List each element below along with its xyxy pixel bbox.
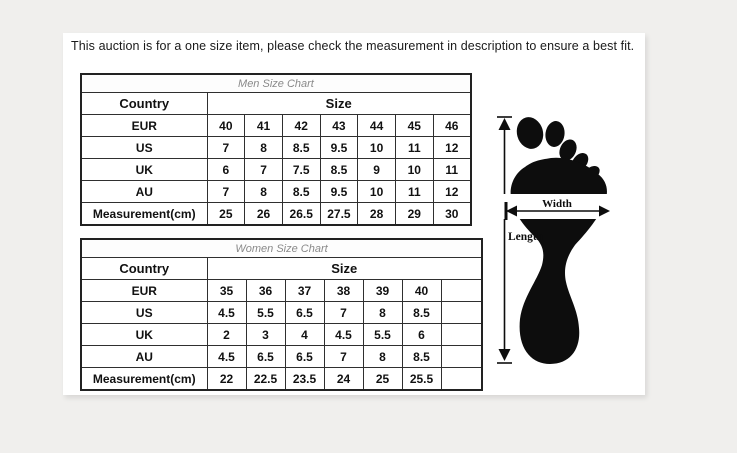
size-value-cell: 40 bbox=[402, 280, 441, 302]
size-value-cell: 29 bbox=[395, 203, 433, 226]
size-value-cell: 44 bbox=[358, 115, 396, 137]
size-value-cell: 7 bbox=[207, 137, 245, 159]
size-value-cell: 23.5 bbox=[285, 368, 324, 391]
size-value-cell: 12 bbox=[433, 181, 471, 203]
size-value-cell: 6.5 bbox=[285, 346, 324, 368]
size-value-cell: 40 bbox=[207, 115, 245, 137]
size-value-cell: 22 bbox=[207, 368, 246, 391]
size-value-cell: 8.5 bbox=[402, 346, 441, 368]
size-value-cell: 36 bbox=[246, 280, 285, 302]
women-chart-title: Women Size Chart bbox=[81, 239, 482, 258]
table-row bbox=[81, 280, 482, 302]
size-value-cell: 10 bbox=[395, 159, 433, 181]
table-row bbox=[81, 203, 471, 226]
table-row bbox=[81, 181, 471, 203]
empty-cell bbox=[441, 368, 482, 391]
table-row bbox=[81, 115, 471, 137]
empty-cell bbox=[441, 280, 482, 302]
table-row bbox=[81, 346, 482, 368]
row-label: EUR bbox=[81, 115, 207, 137]
table-row bbox=[81, 137, 471, 159]
table-row bbox=[81, 368, 482, 391]
size-value-cell: 8 bbox=[363, 302, 402, 324]
big-toe bbox=[513, 114, 546, 152]
row-label: Measurement(cm) bbox=[81, 368, 207, 391]
row-label: AU bbox=[81, 181, 207, 203]
size-value-cell: 10 bbox=[358, 181, 396, 203]
size-value-cell: 2 bbox=[207, 324, 246, 346]
size-value-cell: 6 bbox=[207, 159, 245, 181]
table-row bbox=[81, 324, 482, 346]
auction-notice-text: This auction is for a one size item, please check the measurement in description to ensure a best fit. bbox=[71, 39, 635, 53]
size-value-cell: 28 bbox=[358, 203, 396, 226]
row-label: US bbox=[81, 302, 207, 324]
length-label: Length bbox=[508, 231, 544, 243]
size-value-cell: 8.5 bbox=[320, 159, 358, 181]
men-chart-title: Men Size Chart bbox=[81, 74, 471, 93]
size-value-cell: 25 bbox=[207, 203, 245, 226]
table-row bbox=[81, 302, 482, 324]
table-row bbox=[81, 258, 482, 280]
size-value-cell: 9 bbox=[358, 159, 396, 181]
women-size-chart-table bbox=[80, 238, 483, 391]
size-value-cell: 45 bbox=[395, 115, 433, 137]
size-value-cell: 4.5 bbox=[207, 302, 246, 324]
size-value-cell: 25.5 bbox=[402, 368, 441, 391]
size-value-cell: 6.5 bbox=[246, 346, 285, 368]
size-value-cell: 4 bbox=[285, 324, 324, 346]
size-value-cell: 46 bbox=[433, 115, 471, 137]
size-value-cell: 26 bbox=[245, 203, 283, 226]
size-value-cell: 6.5 bbox=[285, 302, 324, 324]
size-value-cell: 4.5 bbox=[207, 346, 246, 368]
size-value-cell: 5.5 bbox=[363, 324, 402, 346]
size-value-cell: 35 bbox=[207, 280, 246, 302]
size-value-cell: 11 bbox=[433, 159, 471, 181]
size-value-cell: 24 bbox=[324, 368, 363, 391]
size-value-cell: 26.5 bbox=[282, 203, 320, 226]
country-header: Country bbox=[81, 93, 207, 115]
size-value-cell: 42 bbox=[282, 115, 320, 137]
size-value-cell: 37 bbox=[285, 280, 324, 302]
size-chart-panel bbox=[63, 33, 645, 395]
size-header: Size bbox=[207, 93, 471, 115]
table-row bbox=[81, 74, 471, 93]
size-value-cell: 11 bbox=[395, 137, 433, 159]
row-label: UK bbox=[81, 324, 207, 346]
row-label: AU bbox=[81, 346, 207, 368]
row-label: Measurement(cm) bbox=[81, 203, 207, 226]
size-value-cell: 43 bbox=[320, 115, 358, 137]
size-value-cell: 8.5 bbox=[402, 302, 441, 324]
size-header: Size bbox=[207, 258, 482, 280]
size-value-cell: 22.5 bbox=[246, 368, 285, 391]
table-row bbox=[81, 239, 482, 258]
men-size-chart-table bbox=[80, 73, 472, 226]
row-label: UK bbox=[81, 159, 207, 181]
size-value-cell: 8 bbox=[245, 137, 283, 159]
size-value-cell: 12 bbox=[433, 137, 471, 159]
size-value-cell: 7.5 bbox=[282, 159, 320, 181]
size-value-cell: 7 bbox=[324, 346, 363, 368]
empty-cell bbox=[441, 302, 482, 324]
empty-cell bbox=[441, 324, 482, 346]
row-label: EUR bbox=[81, 280, 207, 302]
size-value-cell: 25 bbox=[363, 368, 402, 391]
size-value-cell: 41 bbox=[245, 115, 283, 137]
foot-sole bbox=[511, 158, 607, 364]
size-value-cell: 39 bbox=[363, 280, 402, 302]
width-arrow bbox=[503, 194, 615, 220]
foot-measurement-diagram bbox=[493, 99, 655, 393]
width-label: Width bbox=[542, 198, 572, 210]
size-value-cell: 8.5 bbox=[282, 137, 320, 159]
size-value-cell: 9.5 bbox=[320, 137, 358, 159]
empty-cell bbox=[441, 346, 482, 368]
size-value-cell: 6 bbox=[402, 324, 441, 346]
size-value-cell: 8.5 bbox=[282, 181, 320, 203]
size-value-cell: 3 bbox=[246, 324, 285, 346]
size-value-cell: 38 bbox=[324, 280, 363, 302]
size-value-cell: 8 bbox=[245, 181, 283, 203]
size-value-cell: 7 bbox=[207, 181, 245, 203]
size-value-cell: 5.5 bbox=[246, 302, 285, 324]
row-label: US bbox=[81, 137, 207, 159]
size-value-cell: 27.5 bbox=[320, 203, 358, 226]
size-value-cell: 8 bbox=[363, 346, 402, 368]
size-value-cell: 7 bbox=[245, 159, 283, 181]
size-value-cell: 11 bbox=[395, 181, 433, 203]
table-row bbox=[81, 159, 471, 181]
size-value-cell: 9.5 bbox=[320, 181, 358, 203]
size-value-cell: 7 bbox=[324, 302, 363, 324]
size-value-cell: 30 bbox=[433, 203, 471, 226]
country-header: Country bbox=[81, 258, 207, 280]
size-value-cell: 10 bbox=[358, 137, 396, 159]
table-row bbox=[81, 93, 471, 115]
size-value-cell: 4.5 bbox=[324, 324, 363, 346]
